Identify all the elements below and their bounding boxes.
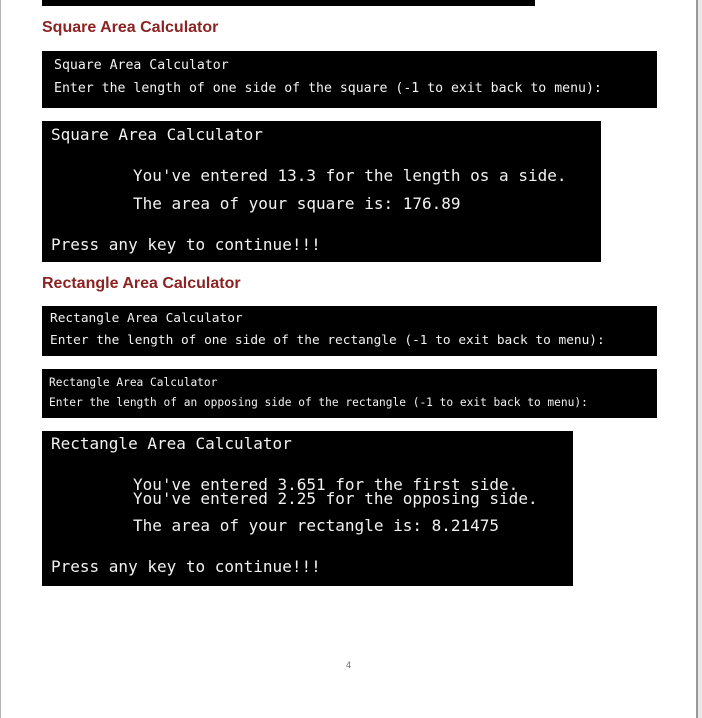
console-prompt: Enter the length of an opposing side of the rectangle (-1 to exit back to menu): [49, 396, 588, 409]
console-prompt: Enter the length of one side of the square (-1 to exit back to menu): [54, 81, 602, 96]
console-title: Rectangle Area Calculator [51, 434, 292, 453]
console-title: Square Area Calculator [54, 58, 229, 73]
entered-length-line: You've entered 13.3 for the length os a side. [133, 166, 567, 185]
continue-prompt: Press any key to continue!!! [51, 557, 321, 576]
continue-prompt: Press any key to continue!!! [51, 235, 321, 254]
console-title: Rectangle Area Calculator [50, 311, 243, 326]
square-section-heading: Square Area Calculator [42, 19, 219, 36]
previous-console-bottom [42, 0, 535, 6]
rectangle-prompt-console-2 [42, 369, 657, 418]
page-edge-shadow [698, 0, 702, 718]
area-result-line: The area of your rectangle is: 8.21475 [133, 516, 500, 535]
rectangle-result-console [42, 431, 573, 586]
entered-opposing-side-line: You've entered 2.25 for the opposing side. [133, 489, 538, 508]
page-border-left [0, 0, 1, 718]
page-number: 4 [346, 660, 352, 670]
rectangle-prompt-console-1 [42, 306, 657, 356]
rectangle-section-heading: Rectangle Area Calculator [42, 275, 241, 292]
console-title: Square Area Calculator [51, 125, 263, 144]
console-title: Rectangle Area Calculator [49, 376, 218, 389]
console-prompt: Enter the length of one side of the rectangle (-1 to exit back to menu): [50, 333, 605, 348]
square-prompt-console [42, 51, 657, 108]
square-result-console [42, 121, 601, 262]
entered-first-side-line: You've entered 3.651 for the first side. [133, 475, 519, 494]
area-result-line: The area of your square is: 176.89 [133, 194, 461, 213]
